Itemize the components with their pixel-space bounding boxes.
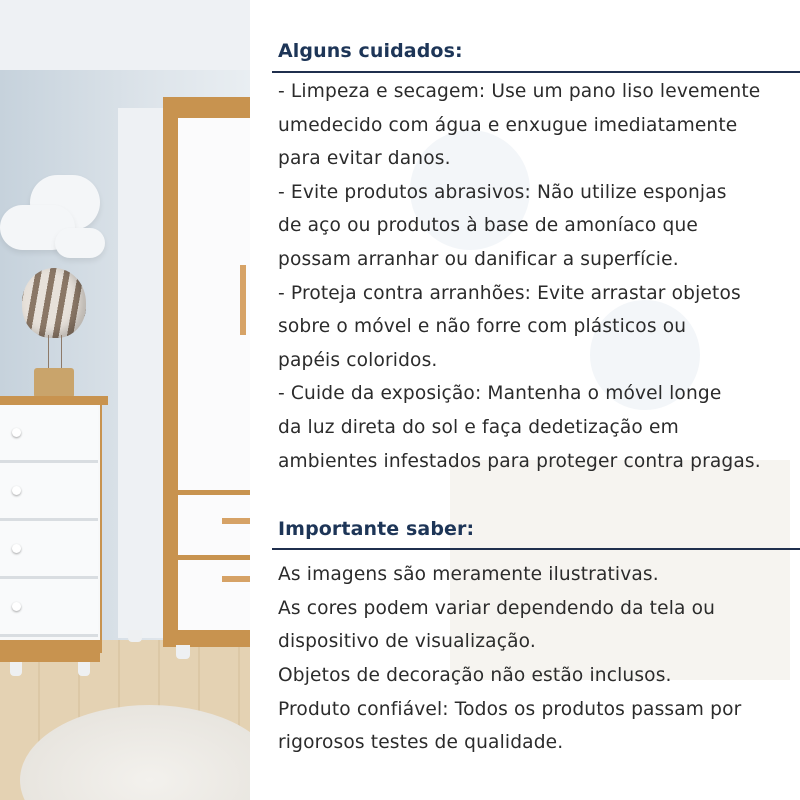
wardrobe-side xyxy=(118,108,168,638)
care-line: para evitar danos. xyxy=(278,148,451,169)
care-line: ambientes infestados para proteger contra pragas. xyxy=(278,451,761,472)
dresser-top xyxy=(0,396,108,405)
wardrobe-leg xyxy=(176,645,190,659)
dresser-drawer xyxy=(0,405,98,463)
dresser-base xyxy=(0,640,100,662)
info-divider xyxy=(272,548,800,550)
care-line: de aço ou produtos à base de amoníaco que xyxy=(278,215,698,236)
drawer-knob xyxy=(12,486,21,495)
info-line: Objetos de decoração não estão inclusos. xyxy=(278,665,672,686)
care-line: possam arranhar ou danificar a superfície. xyxy=(278,249,679,270)
dresser-leg xyxy=(10,662,22,676)
wardrobe-drawer xyxy=(178,495,250,555)
care-heading: Alguns cuidados: xyxy=(278,40,463,62)
wardrobe-drawer xyxy=(178,560,250,630)
balloon-rope xyxy=(48,335,62,370)
ceiling xyxy=(0,0,250,70)
dresser-drawer xyxy=(0,579,98,637)
info-line: Produto confiável: Todos os produtos passam por xyxy=(278,699,742,720)
care-line: - Cuide da exposição: Mantenha o móvel longe xyxy=(278,383,722,404)
dresser-leg xyxy=(78,662,90,676)
info-line: dispositivo de visualização. xyxy=(278,631,536,652)
wardrobe-handle xyxy=(240,265,246,335)
care-line: - Evite produtos abrasivos: Não utilize esponjas xyxy=(278,182,727,203)
text-panel xyxy=(250,0,800,800)
care-line: papéis coloridos. xyxy=(278,350,438,371)
dresser-drawer xyxy=(0,463,98,521)
wardrobe-drawer-handle xyxy=(222,576,250,582)
drawer-knob xyxy=(12,428,21,437)
info-line: As cores podem variar dependendo da tela ou xyxy=(278,598,716,619)
info-line: As imagens são meramente ilustrativas. xyxy=(278,564,659,585)
drawer-knob xyxy=(12,544,21,553)
care-line: - Proteja contra arranhões: Evite arrastar objetos xyxy=(278,283,741,304)
care-line: sobre o móvel e não forre com plásticos ou xyxy=(278,316,687,337)
info-line: rigorosos testes de qualidade. xyxy=(278,732,564,753)
care-line: - Limpeza e secagem: Use um pano liso levemente xyxy=(278,81,761,102)
product-photo xyxy=(0,0,250,800)
dresser-drawer xyxy=(0,521,98,579)
wardrobe-leg xyxy=(128,630,142,642)
wardrobe-drawer-handle xyxy=(222,518,250,524)
balloon-basket xyxy=(34,368,74,398)
dresser xyxy=(0,405,102,653)
drawer-knob xyxy=(12,602,21,611)
cloud-shelf xyxy=(55,228,105,258)
info-heading: Importante saber: xyxy=(278,518,475,540)
hot-air-balloon-decor xyxy=(22,268,86,338)
care-line: da luz direta do sol e faça dedetização em xyxy=(278,417,679,438)
care-divider xyxy=(272,71,800,73)
care-line: umedecido com água e enxugue imediatamente xyxy=(278,115,738,136)
